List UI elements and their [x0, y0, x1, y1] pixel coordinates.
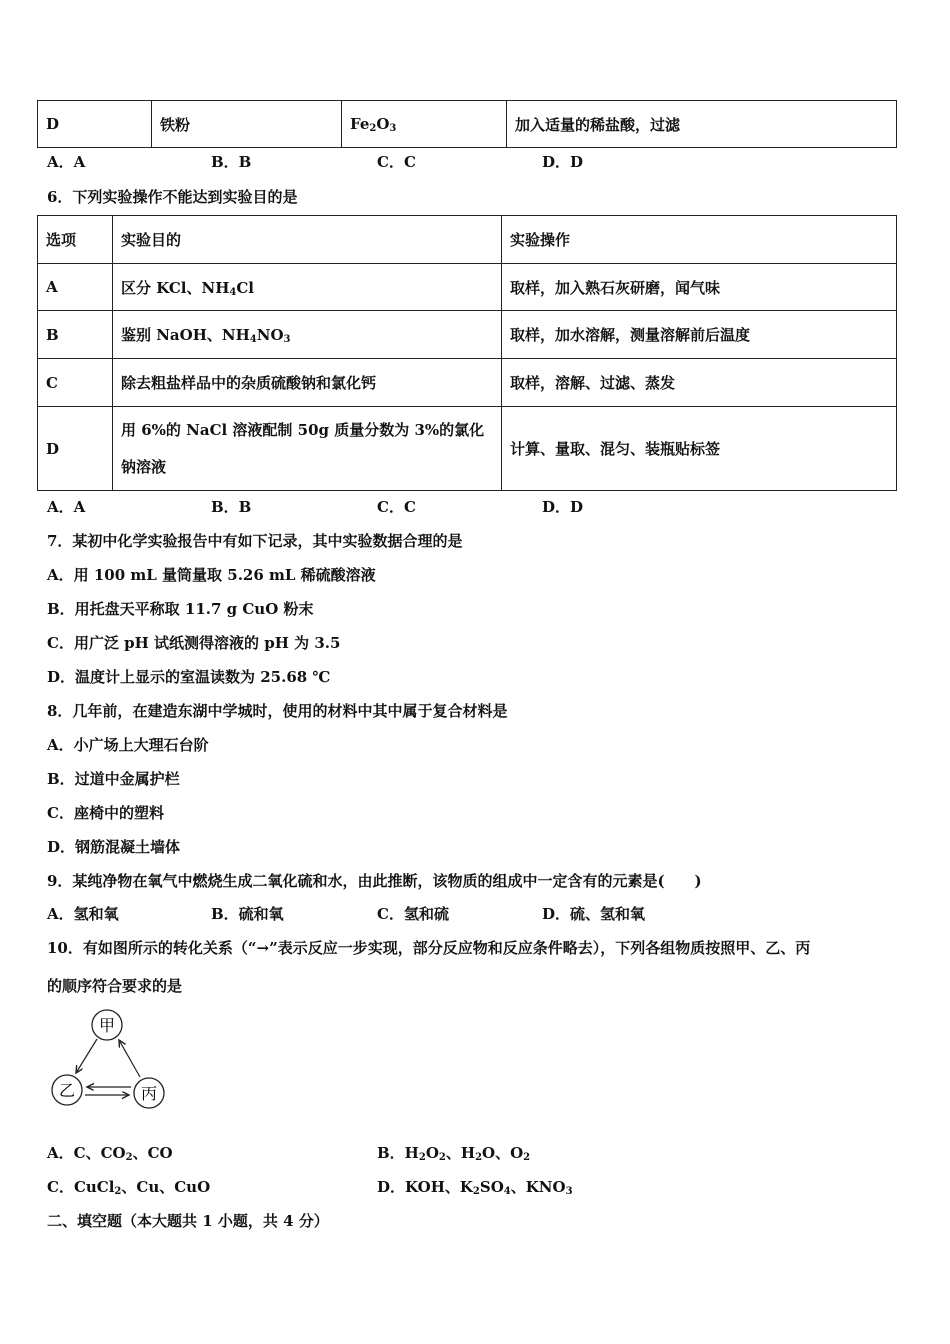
cell-method: 加入适量的稀盐酸，过滤: [507, 101, 897, 148]
q6-option-d: D．D: [542, 498, 584, 516]
q6-option-c: C．C: [377, 498, 416, 516]
table-row: [38, 311, 897, 359]
q5-options: [47, 151, 947, 171]
q10-option-d: D．KOH、$K_2SO_4$、$KNO_3$: [377, 1178, 573, 1197]
q6-option-b: B．B: [211, 498, 252, 516]
q6-header-purpose: 实验目的: [113, 216, 502, 264]
q7-option-d: D．温度计上显示的室温读数为 25.68 ℃: [47, 668, 331, 686]
q5-option-b: B．B: [211, 153, 252, 171]
q10-stem-line2: 的顺序符合要求的是: [47, 977, 183, 995]
svg-text:丙: 丙: [140, 1084, 158, 1103]
q9-stem: 9．某纯净物在氧气中燃烧生成二氧化硫和水，由此推断，该物质的组成中一定含有的元素是( ): [47, 872, 702, 890]
q10-option-a: A．C、$CO_2$、CO: [47, 1144, 173, 1163]
row-label: D: [38, 407, 113, 491]
svg-text:甲: 甲: [98, 1016, 116, 1035]
q8-option-a: A．小广场上大理石台阶: [47, 736, 209, 754]
node-yi: [52, 1075, 82, 1105]
row-operation: 取样，溶解、过滤、蒸发: [502, 359, 897, 407]
row-purpose: 鉴别 NaOH、$NH_4NO_3$: [113, 311, 502, 359]
row-purpose: 区分 KCl、$NH_4Cl$: [113, 264, 502, 311]
row-operation: 取样，加水溶解，测量溶解前后温度: [502, 311, 897, 359]
q10-stem-line1: 10．有如图所示的转化关系（“→”表示反应一步实现，部分反应物和反应条件略去），下列各组物质按照甲、乙、丙: [47, 939, 811, 957]
row-label: C: [38, 359, 113, 407]
cell-impurity: $Fe_2O_3$: [342, 101, 507, 148]
q6-table: [37, 215, 897, 491]
row-operation: 计算、量取、混匀、装瓶贴标签: [502, 407, 897, 491]
q8-option-c: C．座椅中的塑料: [47, 804, 164, 822]
conversion-diagram: [45, 1005, 175, 1115]
row-operation: 取样，加入熟石灰研磨，闻气味: [502, 264, 897, 311]
q10-option-c: C．CuCl$_2$、Cu、CuO: [47, 1178, 211, 1197]
arrow-jia-to-yi: [76, 1039, 97, 1073]
table-row: [38, 407, 897, 491]
q7-option-c: C．用广泛 pH 试纸测得溶液的 pH 为 3.5: [47, 634, 341, 652]
q9-option-c: C．氢和硫: [377, 905, 449, 923]
section-heading: 二、填空题（本大题共 1 小题，共 4 分）: [47, 1212, 329, 1230]
row-purpose: 除去粗盐样品中的杂质硫酸钠和氯化钙: [113, 359, 502, 407]
q6-options: [47, 496, 947, 516]
q6-header-operation: 实验操作: [502, 216, 897, 264]
q5-option-c: C．C: [377, 153, 416, 171]
node-jia: [92, 1010, 122, 1040]
q8-option-d: D．钢筋混凝土墙体: [47, 838, 181, 856]
q9-option-d: D．硫、氢和氧: [542, 905, 646, 923]
q7-stem: 7．某初中化学实验报告中有如下记录，其中实验数据合理的是: [47, 532, 463, 550]
svg-text:乙: 乙: [58, 1081, 76, 1100]
q9-options: [47, 903, 947, 923]
q6-stem: 6．下列实验操作不能达到实验目的是: [47, 188, 298, 206]
cell-label: D: [38, 101, 152, 148]
top-table: [37, 100, 897, 148]
table-row: [38, 359, 897, 407]
node-bing: [134, 1078, 164, 1108]
row-label: B: [38, 311, 113, 359]
row-label: A: [38, 264, 113, 311]
q6-header-option: 选项: [38, 216, 113, 264]
q6-option-a: A．A: [47, 498, 86, 516]
cell-substance: 铁粉: [152, 101, 342, 148]
q7-option-b: B．用托盘天平称取 11.7 g CuO 粉末: [47, 600, 314, 618]
q9-option-a: A．氢和氧: [47, 905, 119, 923]
q5-option-d: D．D: [542, 153, 584, 171]
q8-stem: 8．几年前，在建造东湖中学城时，使用的材料中其中属于复合材料是: [47, 702, 508, 720]
q7-option-a: A．用 100 mL 量筒量取 5.26 mL 稀硫酸溶液: [47, 566, 376, 584]
q10-option-b: B．$H_2O_2$、$H_2O$、$O_2$: [377, 1144, 531, 1163]
q8-option-b: B．过道中金属护栏: [47, 770, 180, 788]
row-purpose: 用 6%的 NaCl 溶液配制 50g 质量分数为 3%的氯化 钠溶液: [113, 407, 502, 491]
q9-option-b: B．硫和氧: [211, 905, 284, 923]
table-row: [38, 264, 897, 311]
q5-option-a: A．A: [47, 153, 86, 171]
arrow-bing-to-jia: [119, 1040, 140, 1077]
